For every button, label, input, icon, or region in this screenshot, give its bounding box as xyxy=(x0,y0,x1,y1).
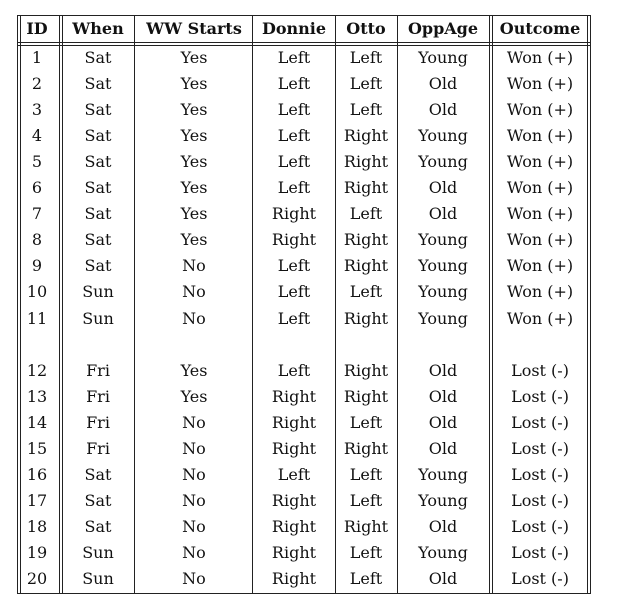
table-cell: Fri xyxy=(86,360,110,380)
table-cell: Sun xyxy=(82,568,114,588)
table-cell: Left xyxy=(349,204,383,224)
table-cell: Sat xyxy=(84,490,112,510)
row-border xyxy=(17,15,591,16)
column-header: Otto xyxy=(346,19,386,38)
table-cell: Lost (-) xyxy=(511,438,569,458)
column-border xyxy=(134,15,135,594)
table-cell: Right xyxy=(271,438,317,458)
table-cell: Old xyxy=(428,386,458,406)
table-cell: Left xyxy=(277,282,311,302)
table-cell: Yes xyxy=(180,386,208,406)
table-cell: Right xyxy=(343,386,389,406)
table-cell: Left xyxy=(277,256,311,276)
table-cell: Left xyxy=(349,48,383,67)
table-cell: 12 xyxy=(26,360,48,380)
table-cell: Won (+) xyxy=(506,230,574,250)
table-cell: Old xyxy=(428,178,458,198)
table-cell: Young xyxy=(418,282,468,302)
table-cell: No xyxy=(182,412,206,432)
table-cell: Right xyxy=(271,490,317,510)
table-cell: 6 xyxy=(31,178,43,198)
column-border xyxy=(489,15,490,594)
table-cell: Sat xyxy=(84,126,112,146)
column-border xyxy=(62,15,63,594)
table-cell: Right xyxy=(343,516,389,536)
table-cell: 4 xyxy=(31,126,43,146)
table-cell: Right xyxy=(271,386,317,406)
table-cell: Yes xyxy=(180,152,208,172)
table-cell: Young xyxy=(418,542,468,562)
table-cell: Won (+) xyxy=(506,282,574,302)
table-cell: Left xyxy=(277,126,311,146)
table-cell: Sat xyxy=(84,516,112,536)
table-cell: Young xyxy=(418,230,468,250)
table-cell: 16 xyxy=(26,464,48,484)
table-cell: Sat xyxy=(84,204,112,224)
table-cell: Lost (-) xyxy=(511,490,569,510)
column-border xyxy=(59,15,60,594)
table-cell: Young xyxy=(418,308,468,328)
table-cell: Sat xyxy=(84,152,112,172)
table-cell: Sat xyxy=(84,100,112,120)
table-cell: 18 xyxy=(26,516,48,536)
table-cell: Sat xyxy=(84,464,112,484)
table-cell: Left xyxy=(277,360,311,380)
table-cell: Right xyxy=(271,568,317,588)
table-cell: 7 xyxy=(31,204,43,224)
table-cell: Young xyxy=(418,152,468,172)
table-cell: Yes xyxy=(180,360,208,380)
table-cell: Left xyxy=(277,308,311,328)
table-cell: Left xyxy=(277,48,311,67)
table-cell: Left xyxy=(349,100,383,120)
table-cell: 11 xyxy=(26,308,48,328)
table-cell: Old xyxy=(428,74,458,94)
table-cell: Yes xyxy=(180,230,208,250)
table-cell: Fri xyxy=(86,412,110,432)
table-cell: Lost (-) xyxy=(511,386,569,406)
table-cell: Sat xyxy=(84,74,112,94)
table-cell: No xyxy=(182,464,206,484)
table-cell: No xyxy=(182,568,206,588)
table-cell: Yes xyxy=(180,48,208,67)
table-cell: Young xyxy=(418,256,468,276)
table-cell: Right xyxy=(271,204,317,224)
row-border xyxy=(17,42,591,43)
table-cell: Young xyxy=(418,464,468,484)
table-cell: 8 xyxy=(31,230,43,250)
table-cell: Old xyxy=(428,360,458,380)
table-cell: Fri xyxy=(86,438,110,458)
table-cell: Left xyxy=(349,282,383,302)
row-border xyxy=(17,45,591,46)
table-cell: Right xyxy=(343,126,389,146)
table-cell: No xyxy=(182,256,206,276)
table-cell: Lost (-) xyxy=(511,516,569,536)
table-cell: No xyxy=(182,308,206,328)
column-border xyxy=(17,15,18,594)
table-cell: Old xyxy=(428,438,458,458)
table-cell: Left xyxy=(277,152,311,172)
table-cell: Sat xyxy=(84,230,112,250)
table-cell: 2 xyxy=(31,74,43,94)
table-cell: Won (+) xyxy=(506,48,574,67)
table-cell: No xyxy=(182,438,206,458)
table-cell: Right xyxy=(343,360,389,380)
table-cell: Yes xyxy=(180,100,208,120)
table-cell: 1 xyxy=(31,48,43,67)
table-cell: Won (+) xyxy=(506,308,574,328)
table-cell: Left xyxy=(277,178,311,198)
table-cell: 13 xyxy=(26,386,48,406)
table-cell: Old xyxy=(428,100,458,120)
column-border xyxy=(335,15,336,594)
table-cell: Lost (-) xyxy=(511,542,569,562)
table-cell: No xyxy=(182,490,206,510)
table-cell: Right xyxy=(343,438,389,458)
table-cell: Left xyxy=(277,100,311,120)
table-cell: 14 xyxy=(26,412,48,432)
column-border xyxy=(587,15,588,594)
table-cell: No xyxy=(182,282,206,302)
column-header: ID xyxy=(26,19,48,38)
table-cell: 10 xyxy=(26,282,48,302)
table-cell: 20 xyxy=(26,568,48,588)
table-cell: Lost (-) xyxy=(511,360,569,380)
table-cell: Yes xyxy=(180,204,208,224)
table-cell: Old xyxy=(428,568,458,588)
table-cell: 17 xyxy=(26,490,48,510)
table-cell: Won (+) xyxy=(506,100,574,120)
table-cell: Sat xyxy=(84,48,112,67)
table-cell: Old xyxy=(428,204,458,224)
table-cell: Right xyxy=(343,308,389,328)
table-cell: Old xyxy=(428,516,458,536)
column-header: WW Starts xyxy=(146,19,242,38)
table-cell: Left xyxy=(277,74,311,94)
table-cell: No xyxy=(182,542,206,562)
column-border xyxy=(590,15,591,594)
table-cell: 15 xyxy=(26,438,48,458)
table-cell: Won (+) xyxy=(506,74,574,94)
column-header: OppAge xyxy=(407,19,479,38)
row-border xyxy=(17,593,591,594)
table-cell: Left xyxy=(349,412,383,432)
table-cell: Yes xyxy=(180,178,208,198)
table-cell: Left xyxy=(277,464,311,484)
table-cell: Right xyxy=(271,412,317,432)
table-cell: Won (+) xyxy=(506,178,574,198)
table-cell: Won (+) xyxy=(506,256,574,276)
table-cell: Left xyxy=(349,74,383,94)
table-cell: Yes xyxy=(180,74,208,94)
table-cell: Won (+) xyxy=(506,152,574,172)
table-cell: Sat xyxy=(84,178,112,198)
table-cell: Right xyxy=(271,542,317,562)
column-header: When xyxy=(72,19,124,38)
table-cell: Old xyxy=(428,412,458,432)
column-border xyxy=(492,15,493,594)
column-border xyxy=(397,15,398,594)
table-cell: Right xyxy=(343,178,389,198)
table-cell: Right xyxy=(271,230,317,250)
table-cell: Right xyxy=(343,230,389,250)
table-cell: Left xyxy=(349,542,383,562)
table-cell: Won (+) xyxy=(506,204,574,224)
table-cell: Young xyxy=(418,48,468,67)
table-cell: Yes xyxy=(180,126,208,146)
table-cell: Lost (-) xyxy=(511,568,569,588)
table-cell: 5 xyxy=(31,152,43,172)
column-header: Donnie xyxy=(261,19,327,38)
table-cell: Young xyxy=(418,490,468,510)
column-header: Outcome xyxy=(499,19,581,38)
table-cell: Sun xyxy=(82,308,114,328)
table-cell: Won (+) xyxy=(506,126,574,146)
table-cell: Lost (-) xyxy=(511,464,569,484)
table-cell: Lost (-) xyxy=(511,412,569,432)
table-cell: Left xyxy=(349,464,383,484)
table-cell: 19 xyxy=(26,542,48,562)
table-cell: Right xyxy=(343,152,389,172)
table-cell: Sat xyxy=(84,256,112,276)
table-cell: Right xyxy=(343,256,389,276)
table-cell: Left xyxy=(349,490,383,510)
table-cell: Sun xyxy=(82,282,114,302)
table-cell: Fri xyxy=(86,386,110,406)
column-border xyxy=(252,15,253,594)
table-cell: 9 xyxy=(31,256,43,276)
table-cell: Right xyxy=(271,516,317,536)
table-cell: Young xyxy=(418,126,468,146)
table-cell: 3 xyxy=(31,100,43,120)
table-cell: Sun xyxy=(82,542,114,562)
column-border xyxy=(20,15,21,594)
table-cell: No xyxy=(182,516,206,536)
table-cell: Left xyxy=(349,568,383,588)
